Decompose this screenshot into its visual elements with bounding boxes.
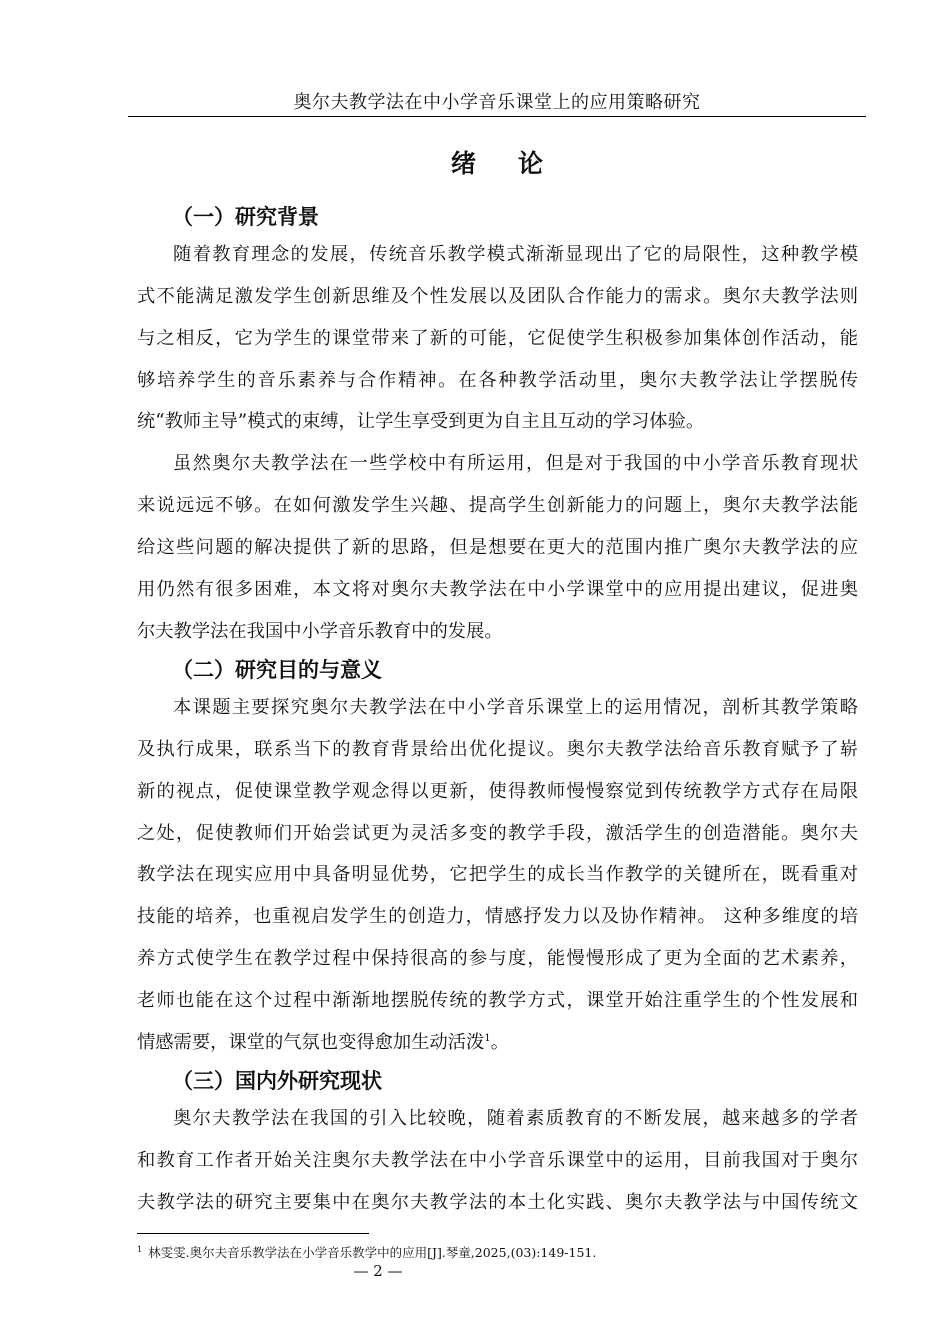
paragraph-line: 随着教育理念的发展，传统音乐教学模式渐渐显现出了它的局限性，这种教学模 [173, 244, 858, 265]
page-number: — 2 — [353, 1262, 403, 1280]
paragraph-line: 式不能满足激发学生创新思维及个性发展以及团队合作能力的需求。奥尔夫教学法则 [137, 286, 858, 307]
paragraph-line: 及执行成果，联系当下的教育背景给出优化提议。奥尔夫教学法给音乐教育赋予了崭 [137, 739, 858, 760]
section-heading-background: （一）研究背景 [172, 205, 319, 229]
chapter-title: 绪论 [450, 149, 585, 178]
paragraph-line: 本课题主要探究奥尔夫教学法在中小学音乐课堂上的运用情况，剖析其教学策略 [173, 697, 858, 718]
paragraph-text: 情感需要，课堂的气氛也变得愈加生动活泼 [137, 1032, 485, 1053]
footnote-marker[interactable]: 1 [484, 1032, 491, 1044]
section-heading-research-status: （三）国内外研究现状 [172, 1069, 382, 1093]
paragraph-line: 夫教学法的研究主要集中在奥尔夫教学法的本土化实践、奥尔夫教学法与中国传统文 [137, 1192, 858, 1213]
paragraph-line: 来说远远不够。在如何激发学生兴趣、提高学生创新能力的问题上，奥尔夫教学法能 [137, 495, 858, 516]
paragraph-line: 用仍然有很多困难，本文将对奥尔夫教学法在中小学课堂中的应用提出建议，促进奥 [137, 579, 858, 600]
section-heading-purpose: （二）研究目的与意义 [172, 658, 382, 682]
paragraph-line: 教学法在现实应用中具备明显优势，它把学生的成长当作教学的关键所在，既看重对 [137, 864, 858, 885]
paragraph-line: 奥尔夫教学法在我国的引入比较晚，随着素质教育的不断发展，越来越多的学者 [173, 1108, 858, 1129]
paragraph-line: 老师也能在这个过程中渐渐地摆脱传统的教学方式，课堂开始注重学生的个性发展和 [137, 990, 858, 1011]
running-header: 奥尔夫教学法在中小学音乐课堂上的应用策略研究 [293, 92, 701, 113]
paragraph-line: 尔夫教学法在我国中小学音乐教育中的发展。 [137, 621, 503, 642]
paragraph-text: 。 [490, 1032, 509, 1053]
paragraph-line: 与之相反，它为学生的课堂带来了新的可能，它促使学生积极参加集体创作活动，能 [137, 328, 858, 349]
footnote-rule [137, 1233, 369, 1234]
paragraph-line [137, 1030, 509, 1056]
paragraph-line: 新的视点，促使课堂教学观念得以更新，使得教师慢慢察觉到传统教学方式存在局限 [137, 781, 858, 802]
paragraph-line: 之处，促使教师们开始尝试更为灵活多变的教学手段，激活学生的创造潜能。奥尔夫 [137, 823, 858, 844]
footnote [137, 1242, 596, 1261]
paragraph-line: 给这些问题的解决提供了新的思路，但是想要在更大的范围内推广奥尔夫教学法的应 [137, 537, 858, 558]
header-rule [128, 116, 866, 117]
footnote-text: 林雯雯.奥尔夫音乐教学法在小学音乐教学中的应用[J].琴童,2025,(03):149-151. [148, 1245, 597, 1261]
footnote-number: 1 [137, 1245, 143, 1254]
paragraph-line: 统“教师主导”模式的束缚，让学生享受到更为自主且互动的学习体验。 [137, 411, 705, 432]
paragraph-line: 和教育工作者开始关注奥尔夫教学法在中小学音乐课堂中的运用，目前我国对于奥尔 [137, 1150, 858, 1171]
paragraph-line: 技能的培养，也重视启发学生的创造力，情感抒发力以及协作精神。 这种多维度的培 [137, 906, 858, 927]
paragraph-line: 虽然奥尔夫教学法在一些学校中有所运用，但是对于我国的中小学音乐教育现状 [173, 453, 858, 474]
paragraph-line: 养方式使学生在教学过程中保持很高的参与度，能慢慢形成了更为全面的艺术素养， [137, 948, 858, 969]
paragraph-line: 够培养学生的音乐素养与合作精神。在各种教学活动里，奥尔夫教学法让学摆脱传 [137, 370, 858, 391]
